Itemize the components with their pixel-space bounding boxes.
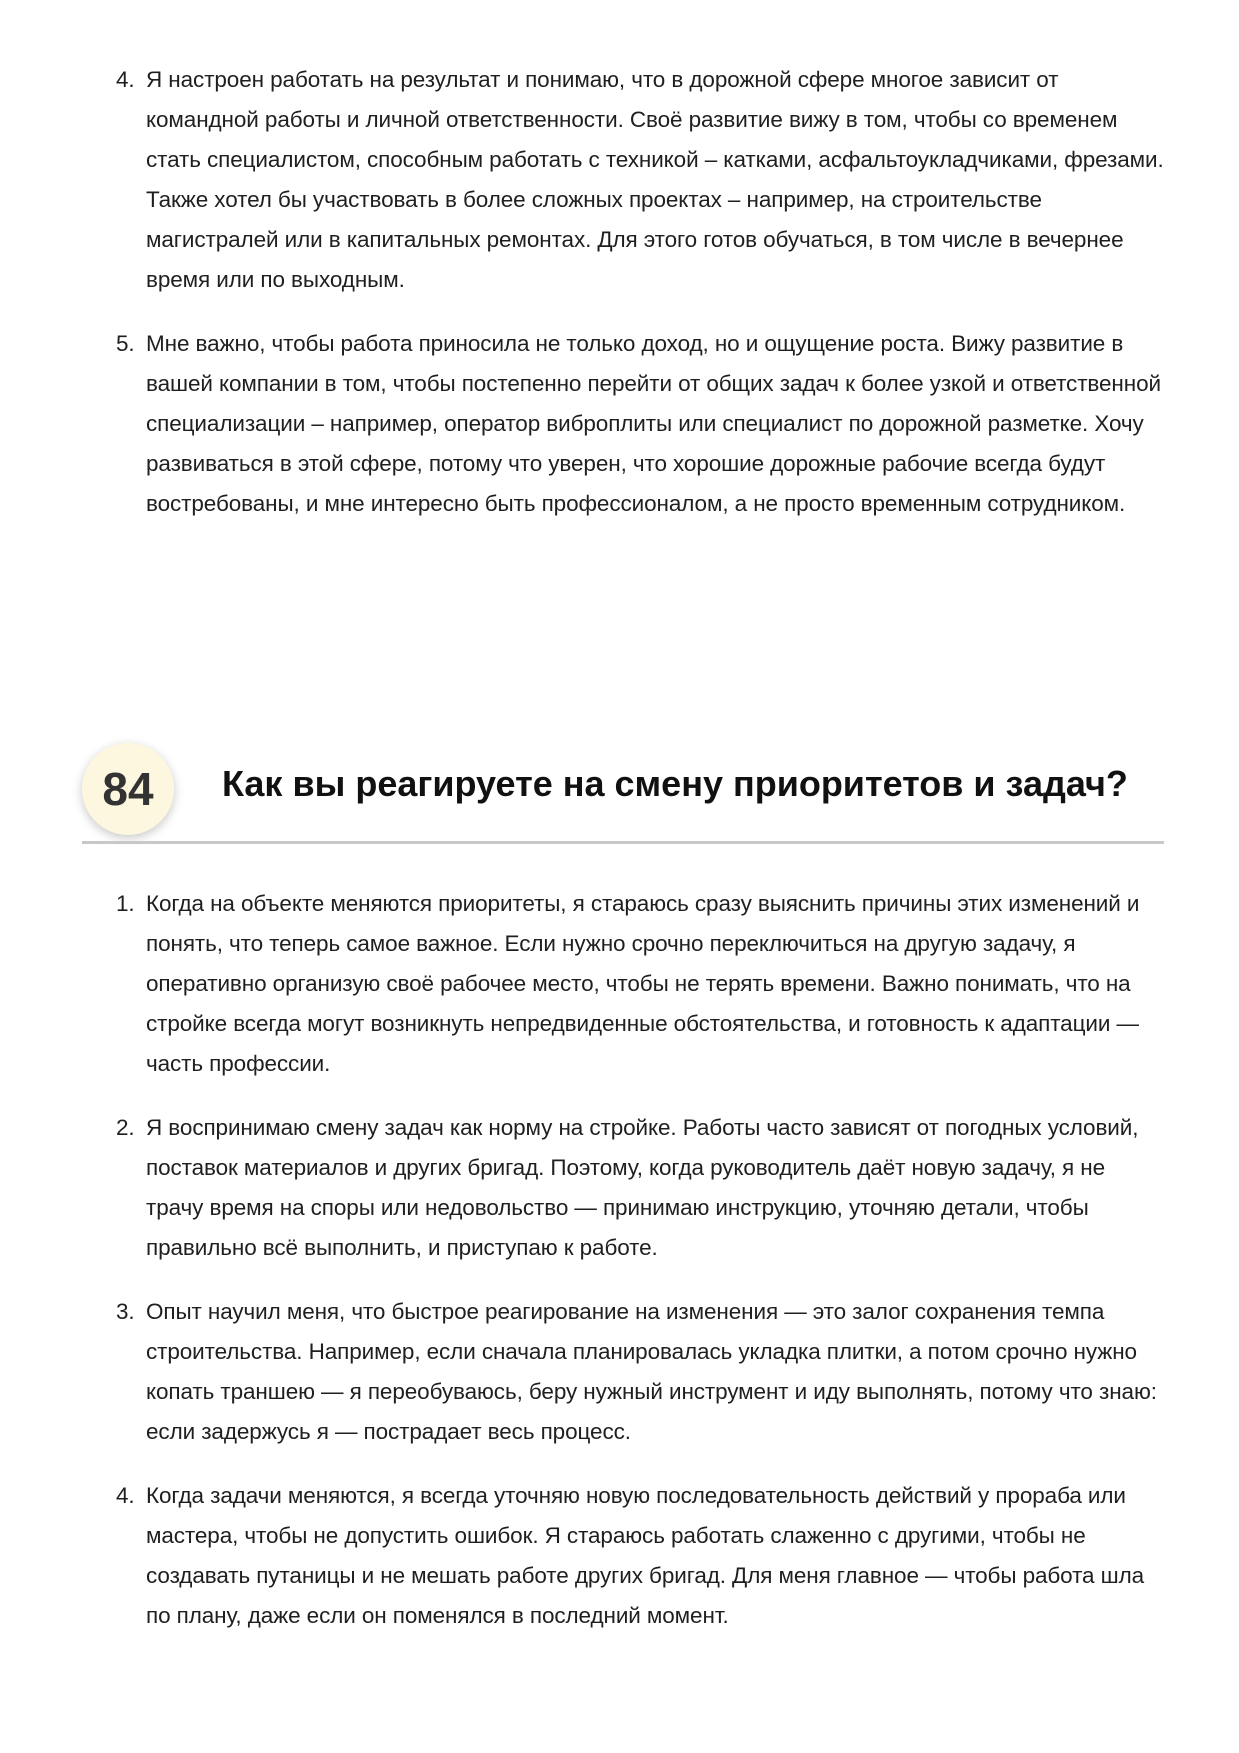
list-item — [116, 884, 1166, 1084]
list-item — [116, 1108, 1166, 1268]
list-item-number: 4. — [116, 1483, 135, 1508]
list-item-text: Я воспринимаю смену задач как норму на стройке. Работы часто зависят от погодных условий, поставок материалов и других бригад. Поэтому, когда руководитель даёт новую задачу, я не трачу время на споры или недовольство — принимаю инструкцию, уточняю детали, чтобы правильно всё выполнить, и приступаю к работе. — [146, 1115, 1139, 1260]
header-divider — [82, 841, 1164, 844]
list-item — [116, 1476, 1166, 1636]
list-item-text: Когда на объекте меняются приоритеты, я стараюсь сразу выяснить причины этих изменений и понять, что теперь самое важное. Если нужно срочно переключиться на другую задачу, я оперативно организую своё рабочее место, чтобы не терять времени. Важно понимать, что на стройке всегда могут возникнуть непредвиденные обстоятельства, и готовность к адаптации — часть профессии. — [146, 891, 1140, 1076]
list-item — [116, 1292, 1166, 1452]
list-item-text: Опыт научил меня, что быстрое реагирование на изменения — это залог сохранения темпа строительства. Например, если сначала планировалась укладка плитки, а потом срочно нужно копать траншею — я переобуваюсь, беру нужный инструмент и иду выполнять, потому что знаю: если задержусь я — пострадает весь процесс. — [146, 1299, 1157, 1444]
list-item-text: Когда задачи меняются, я всегда уточняю новую последовательность действий у прораба или мастера, чтобы не допустить ошибок. Я стараюсь работать слаженно с другими, чтобы не создавать путаницы и не мешать работе других бригад. Для меня главное — чтобы работа шла по плану, даже если он поменялся в последний момент. — [146, 1483, 1145, 1628]
list-item-number: 2. — [116, 1115, 135, 1140]
answer-list-previous — [116, 60, 1166, 548]
list-item — [116, 60, 1166, 300]
list-item — [116, 324, 1166, 524]
list-item-number: 5. — [116, 331, 135, 356]
question-number-badge: 84 — [82, 743, 174, 835]
list-item-number: 3. — [116, 1299, 135, 1324]
question-title: Как вы реагируете на смену приоритетов и задач? — [222, 763, 1128, 804]
list-item-number: 4. — [116, 67, 135, 92]
list-item-text: Я настроен работать на результат и понимаю, что в дорожной сфере многое зависит от командной работы и личной ответственности. Своё развитие вижу в том, чтобы со временем стать специалистом, способным работать с техникой – катками, асфальтоукладчиками, фрезами. Также хотел бы участвовать в более сложных проектах – например, на строительстве магистралей или в капитальных ремонтах. Для этого готов обучаться, в том числе в вечернее время или по выходным. — [146, 67, 1164, 292]
list-item-number: 1. — [116, 891, 135, 916]
question-header — [82, 740, 1164, 844]
answer-list — [116, 884, 1166, 1660]
list-item-text: Мне важно, чтобы работа приносила не только доход, но и ощущение роста. Вижу развитие в вашей компании в том, чтобы постепенно перейти от общих задач к более узкой и ответственной специализации – например, оператор виброплиты или специалист по дорожной разметке. Хочу развиваться в этой сфере, потому что уверен, что хорошие дорожные рабочие всегда будут востребованы, и мне интересно быть профессионалом, а не просто временным сотрудником. — [146, 331, 1161, 516]
